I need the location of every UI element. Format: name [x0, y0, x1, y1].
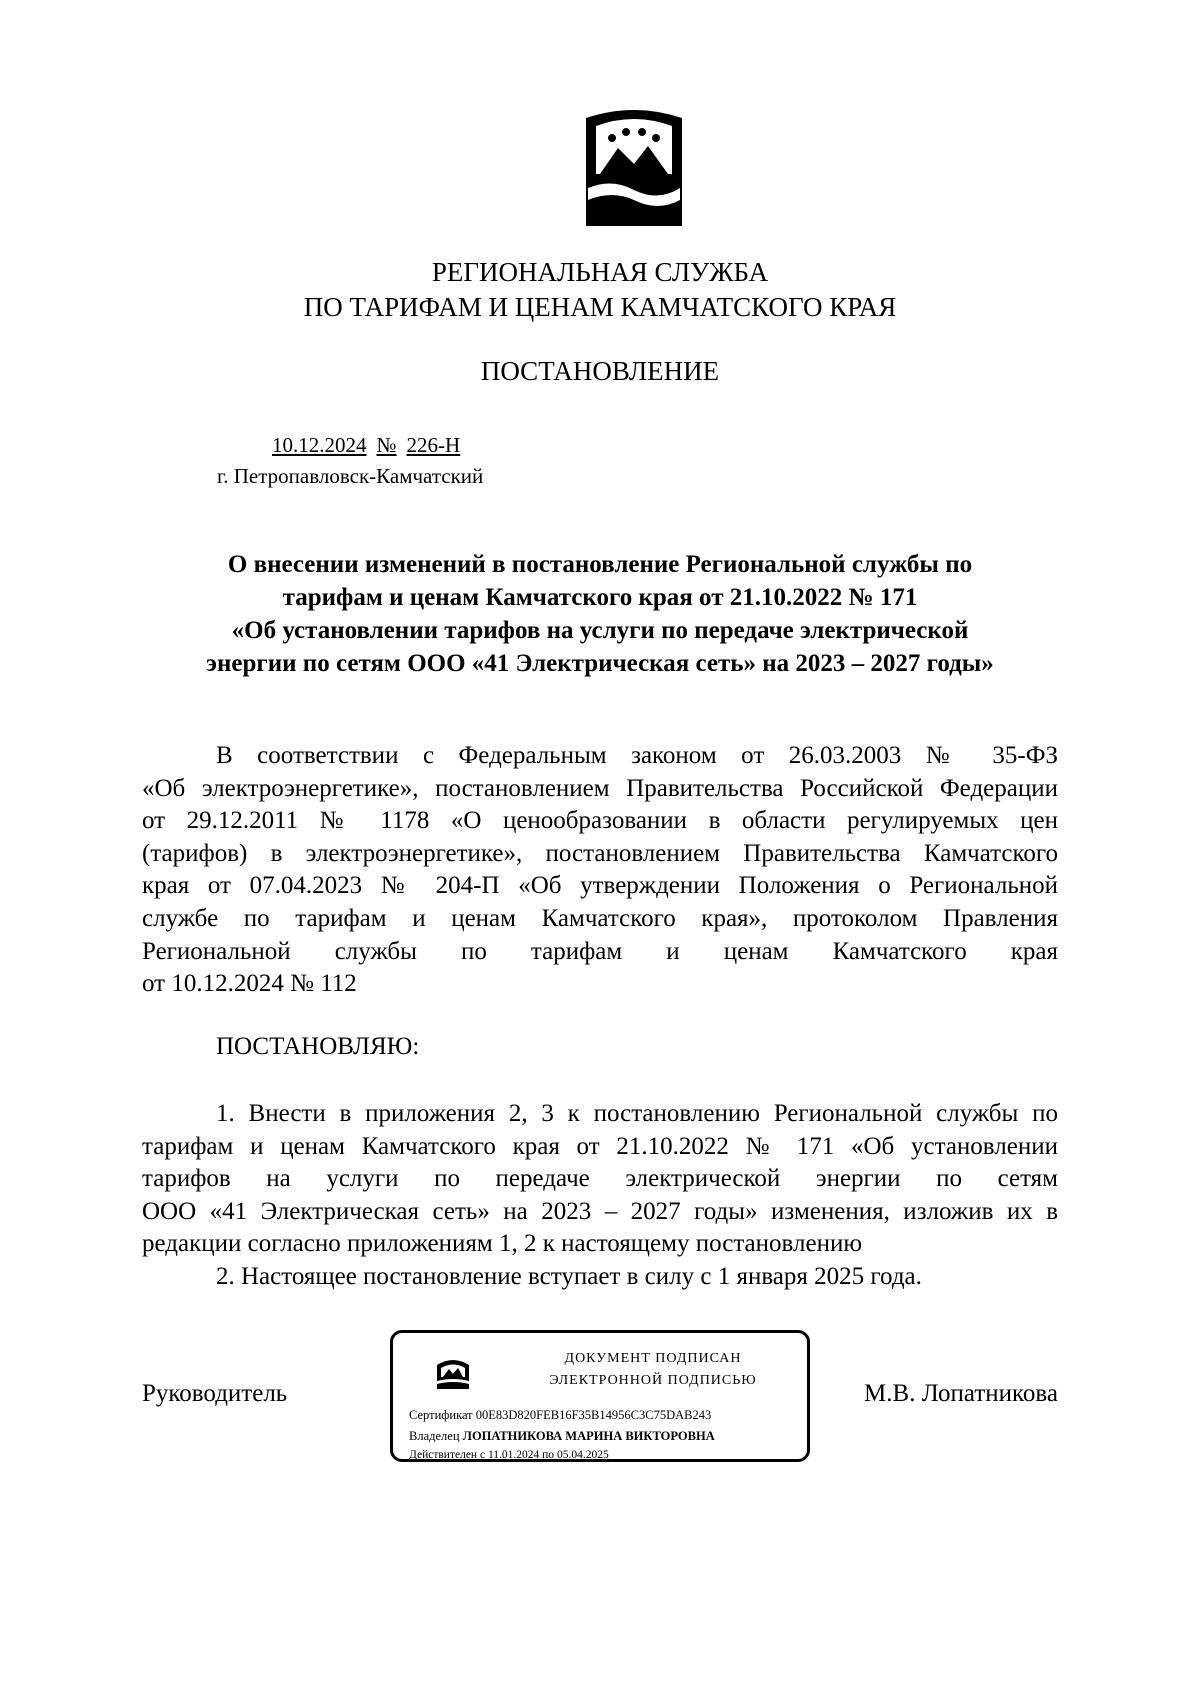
number-sign: №	[376, 433, 397, 457]
org-name-line1: РЕГИОНАЛЬНАЯ СЛУЖБА	[431, 257, 769, 287]
item-line: 1. Внести в приложения 2, 3 к постановлению Региональной службы по	[216, 1100, 1058, 1127]
item-line: ООО «41 Электрическая сеть» на 2023 – 2027 годы» изменения, изложив их в	[142, 1197, 1058, 1225]
stamp-certificate	[409, 1408, 711, 1423]
valid-to-label: по	[542, 1449, 555, 1461]
coat-of-arms-icon	[433, 1353, 473, 1393]
decree-word: ПОСТАНОВЛЯЮ:	[216, 1033, 420, 1060]
item-line: 2. Настоящее постановление вступает в силу с 1 января 2025 года.	[216, 1262, 922, 1290]
electronic-signature-stamp	[390, 1330, 810, 1462]
preamble-line: края от 07.04.2023 № 204-П «Об утверждении Положения о Региональной	[142, 872, 1058, 900]
title-line: тарифам и ценам Камчатского края от 21.10.2022 № 171	[282, 584, 918, 611]
valid-label: Действителен с	[409, 1449, 486, 1461]
certificate-value: 00E83D820FEB16F35B14956C3C75DAB243	[475, 1408, 712, 1422]
item-line: тарифов на услуги по передаче электрической энергии по сетям	[142, 1165, 1058, 1193]
stamp-owner	[409, 1429, 715, 1444]
preamble-line: В соответствии с Федеральным законом от 26.03.2003 № 35-ФЗ	[216, 742, 1058, 769]
stamp-heading-line1: ДОКУМЕНТ ПОДПИСАН	[564, 1351, 742, 1366]
document-title	[150, 548, 1050, 680]
item-line: редакции согласно приложениям 1, 2 к настоящему постановлению	[142, 1230, 863, 1258]
document-city: г. Петропавловск-Камчатский	[217, 464, 484, 488]
preamble-line: Региональной службы по тарифам и ценам Камчатского края	[142, 937, 1058, 965]
title-line: энергии по сетям ООО «41 Электрическая сеть» на 2023 – 2027 годы»	[206, 650, 994, 677]
stamp-heading-line2: ЭЛЕКТРОННОЙ ПОДПИСЬЮ	[549, 1373, 757, 1388]
signatory-name: М.В. Лопатникова	[864, 1380, 1058, 1407]
preamble-line: от 29.12.2011 № 1178 «О ценообразовании в области регулируемых цен	[142, 807, 1058, 835]
preamble-line: от 10.12.2024 № 112	[142, 970, 357, 998]
valid-to: 05.04.2025	[556, 1449, 609, 1461]
title-line: О внесении изменений в постановление Региональной службы по	[227, 551, 973, 578]
document-date: 10.12.2024	[272, 433, 367, 457]
owner-label: Владелец	[409, 1429, 460, 1443]
document-type: ПОСТАНОВЛЕНИЕ	[480, 356, 720, 386]
title-line: «Об установлении тарифов на услуги по передаче электрической	[231, 617, 969, 644]
certificate-label: Сертификат	[409, 1408, 473, 1422]
signatory-role: Руководитель	[142, 1380, 288, 1407]
stamp-validity	[409, 1449, 609, 1461]
org-name-line2: ПО ТАРИФАМ И ЦЕНАМ КАМЧАТСКОГО КРАЯ	[303, 292, 897, 322]
document-number: 226-Н	[406, 433, 461, 457]
owner-value: ЛОПАТНИКОВА МАРИНА ВИКТОРОВНА	[462, 1429, 715, 1443]
preamble-line: «Об электроэнергетике», постановлением Правительства Российской Федерации	[142, 774, 1058, 802]
kamchatka-coat-of-arms-icon	[582, 108, 686, 238]
valid-from: 11.01.2024	[487, 1449, 540, 1461]
date-number-line	[272, 433, 470, 458]
preamble-line: (тарифов) в электроэнергетике», постановлением Правительства Камчатского	[142, 839, 1058, 867]
item-line: тарифам и ценам Камчатского края от 21.10.2022 № 171 «Об установлении	[142, 1132, 1058, 1160]
preamble-line: службе по тарифам и ценам Камчатского края», протоколом Правления	[142, 904, 1058, 932]
decree-items	[142, 1098, 1058, 1294]
preamble-paragraph	[142, 740, 1058, 1001]
